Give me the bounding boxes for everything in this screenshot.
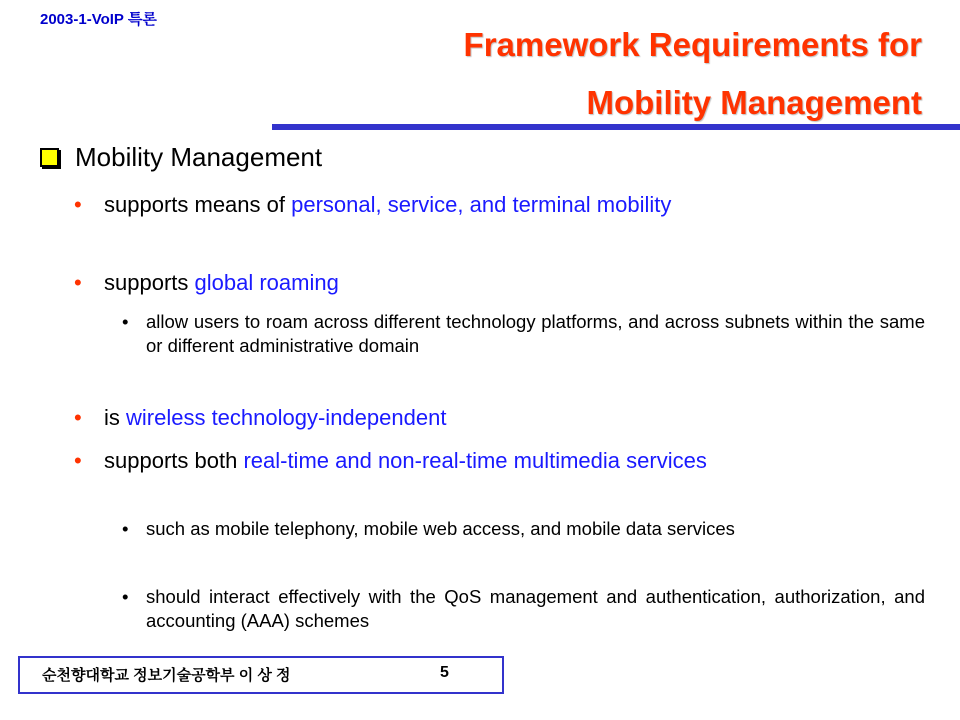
square-bullet-icon	[40, 148, 59, 167]
sub-bullet-item	[122, 517, 925, 541]
bullet-highlight: personal, service, and terminal mobility	[291, 192, 672, 217]
page-title-line-2: Mobility Management	[586, 84, 922, 121]
sub-bullet-item	[122, 585, 925, 633]
header-tag: 2003-1-VoIP 특론	[40, 11, 157, 28]
bullet-dot-icon: •	[74, 405, 82, 430]
footer-org: 순천향대학교 정보기술공학부 이 상 정	[42, 667, 291, 684]
section-heading-text: Mobility Management	[75, 142, 323, 172]
sub-bullet-dot-icon: •	[122, 311, 129, 332]
section-heading	[36, 142, 322, 173]
bullet-text: supports means of	[104, 192, 292, 217]
sub-bullet-text: allow users to roam across different technology platforms, and across subnets within the same or different administrative domain	[146, 311, 925, 356]
sub-bullet-dot-icon: •	[122, 518, 129, 539]
bullet-text: supports	[104, 270, 195, 295]
bullet-item	[74, 445, 925, 476]
bullet-text: supports both	[104, 448, 244, 473]
sub-bullet-item	[122, 310, 925, 358]
bullet-highlight: real-time and non-real-time multimedia services	[243, 448, 707, 473]
title-underline	[272, 124, 960, 130]
bullet-item	[74, 402, 925, 433]
sub-bullet-text: such as mobile telephony, mobile web access, and mobile data services	[146, 518, 735, 539]
bullet-item	[74, 267, 925, 298]
page-number: 5	[440, 664, 449, 681]
bullet-dot-icon: •	[74, 448, 82, 473]
bullet-dot-icon: •	[74, 192, 82, 217]
bullet-text: is	[104, 405, 126, 430]
sub-bullet-text: should interact effectively with the QoS management and authentication, authorization, and accounting (AAA) schemes	[146, 586, 925, 631]
page-title-line-1: Framework Requirements for	[463, 26, 922, 63]
bullet-item	[74, 189, 925, 220]
bullet-dot-icon: •	[74, 270, 82, 295]
sub-bullet-dot-icon: •	[122, 586, 129, 607]
footer-box	[18, 656, 504, 694]
bullet-highlight: global roaming	[194, 270, 339, 295]
bullet-highlight: wireless technology-independent	[126, 405, 447, 430]
